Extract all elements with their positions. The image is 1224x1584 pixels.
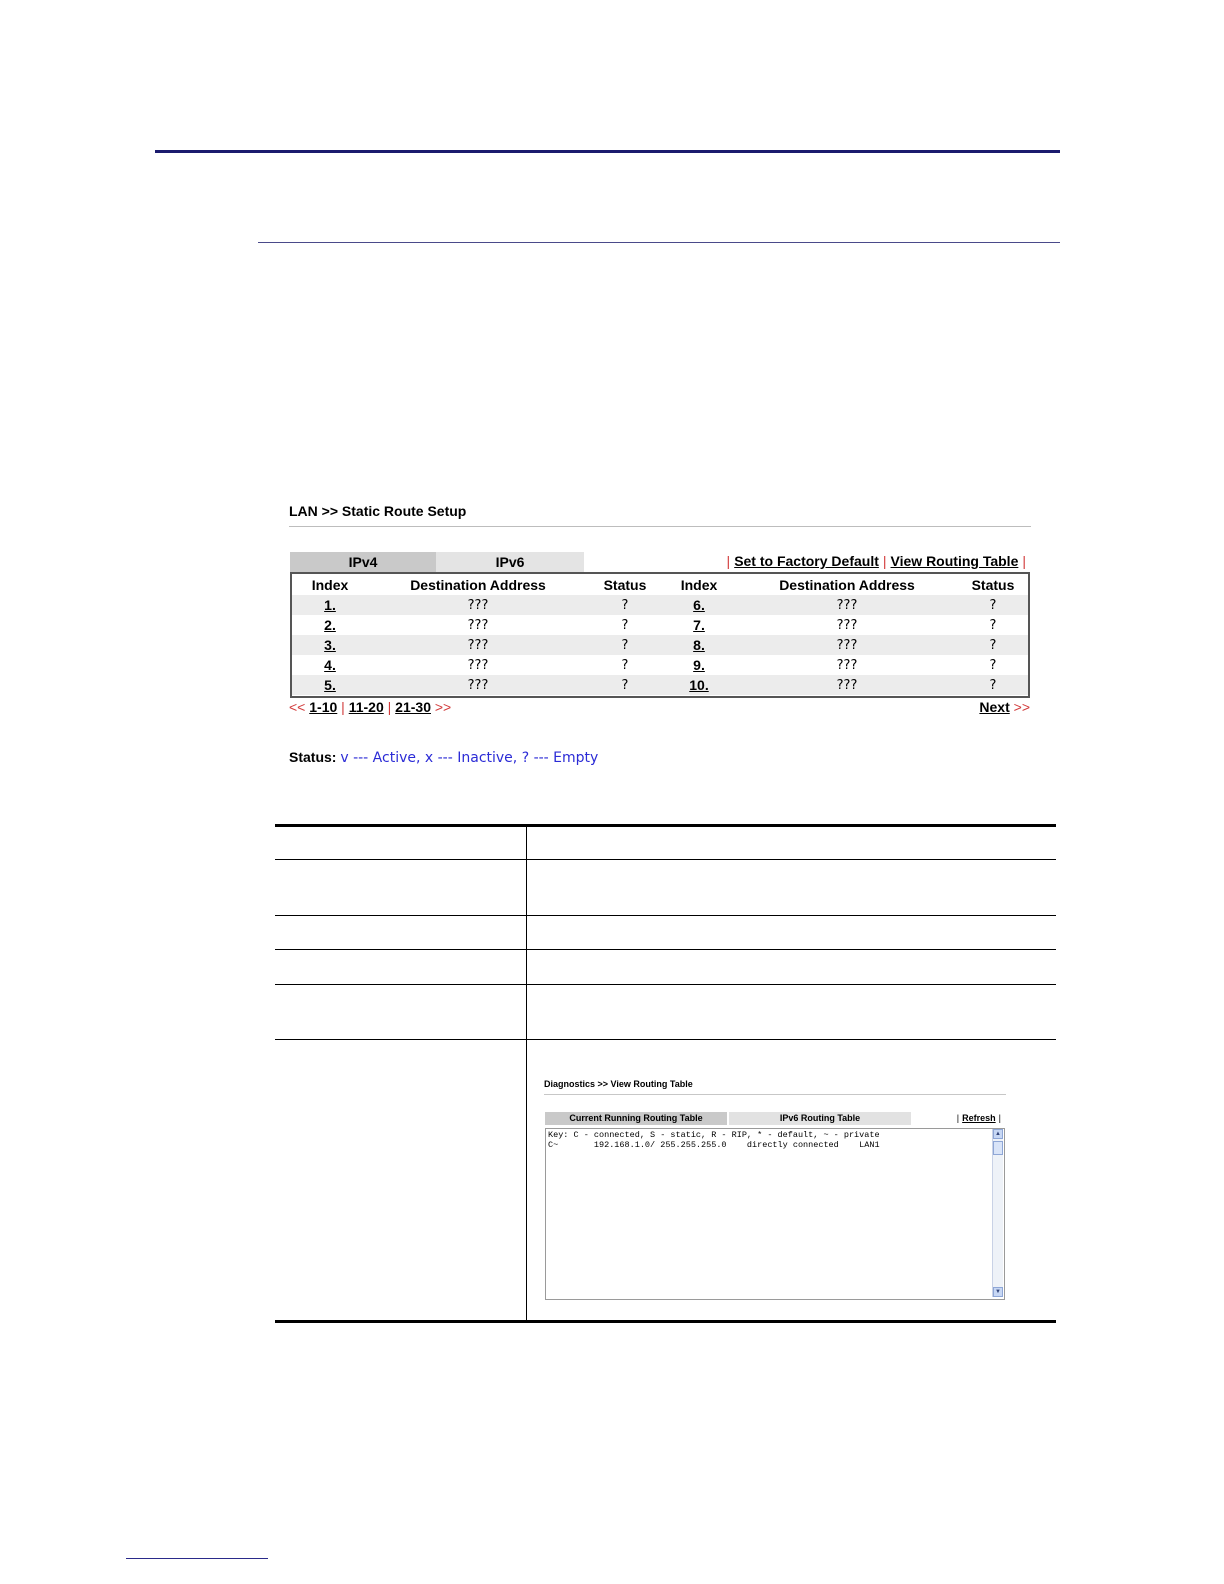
destination-address: ??? [736,595,958,615]
routing-table-page-title: Diagnostics >> View Routing Table [544,1079,693,1089]
scroll-down-icon[interactable]: ▼ [993,1287,1003,1297]
top-links [590,553,1030,569]
page-link-11-20[interactable]: 11-20 [348,699,384,715]
prev-arrow[interactable]: << [289,699,306,715]
static-route-table [290,572,1030,698]
table-row-rule [275,949,1056,950]
title-divider [544,1094,1006,1095]
status-legend-label: Status: [289,749,337,765]
page-link-1-10[interactable]: 1-10 [309,699,338,715]
route-status: ? [989,657,997,673]
column-header: Index [311,576,349,593]
route-index-link[interactable]: 2. [324,617,336,633]
section-rule [258,242,1060,243]
link-separator: | [1022,553,1026,569]
route-index-link[interactable]: 6. [693,597,705,613]
next-arrow[interactable]: >> [1013,699,1030,715]
destination-address: ??? [736,675,958,695]
table-row [292,635,1028,655]
tab-ipv6-routing-table[interactable]: IPv6 Routing Table [729,1112,911,1125]
status-legend-text: v --- Active, x --- Inactive, ? --- Empty [340,750,599,766]
column-header: Destination Address [410,576,546,593]
destination-address: ??? [736,635,958,655]
destination-address: ??? [836,617,858,633]
pager-separator: | [341,699,345,715]
table-row [292,675,1028,695]
route-index-link[interactable]: 3. [324,637,336,653]
page-header-rule [155,150,1060,153]
route-index-link[interactable]: 5. [324,677,336,693]
destination-address: ??? [836,657,858,673]
route-index-link[interactable]: 9. [693,657,705,673]
destination-address: ??? [368,635,588,655]
route-index-link[interactable]: 1. [324,597,336,613]
column-header: Status [971,576,1015,593]
destination-address: ??? [368,595,588,615]
link-separator: | [882,553,887,569]
routing-line-entry: C~ 192.168.1.0/ 255.255.255.0 directly connected LAN1 [548,1140,880,1150]
table-row [292,615,1028,635]
route-index-link[interactable]: 8. [693,637,705,653]
destination-address: ??? [368,675,588,695]
table-row [292,595,1028,615]
table-top-rule [275,824,1056,827]
refresh-links [940,1113,1004,1123]
table-row-rule [275,984,1056,985]
link-separator: | [956,1113,960,1123]
route-status: ? [588,635,662,655]
view-routing-table-link[interactable]: View Routing Table [890,553,1019,569]
set-to-factory-default-link[interactable]: Set to Factory Default [734,553,879,569]
pager [289,699,451,715]
column-header: Status [603,576,647,593]
pager-next [900,699,1030,715]
tab-current-running-routing-table[interactable]: Current Running Routing Table [545,1112,727,1125]
route-status: ? [588,675,662,695]
destination-address: ??? [467,657,489,673]
destination-address: ??? [467,617,489,633]
route-status: ? [588,595,662,615]
tab-ipv4[interactable]: IPv4 [290,552,436,572]
table-row [292,655,1028,675]
column-header: Destination Address [779,576,915,593]
table-row-rule [275,859,1056,860]
link-separator: | [998,1113,1001,1123]
route-status: ? [621,657,629,673]
pager-separator: | [387,699,392,715]
footnote-rule [126,1558,268,1559]
routing-table-text [548,1130,880,1150]
next-link[interactable]: Next [979,699,1010,715]
refresh-link[interactable]: Refresh [962,1113,996,1123]
title-divider [289,526,1031,527]
tab-ipv6[interactable]: IPv6 [436,552,584,572]
table-header-row [292,574,1028,595]
route-index-link[interactable]: 10. [689,677,709,693]
route-status: ? [958,595,1028,615]
route-status: ? [958,635,1028,655]
route-status: ? [958,675,1028,695]
table-row-rule [275,915,1056,916]
route-status: ? [621,617,629,633]
routing-line-key: Key: C - connected, S - static, R - RIP, * - default, ~ - private [548,1130,880,1140]
table-bottom-rule [275,1320,1056,1323]
column-header: Index [680,576,718,593]
scroll-thumb[interactable] [993,1141,1003,1155]
link-separator: | [726,553,731,569]
route-status: ? [989,617,997,633]
static-route-page-title: LAN >> Static Route Setup [289,503,467,519]
status-legend [289,749,598,766]
page-link-21-30[interactable]: 21-30 [395,699,431,715]
route-index-link[interactable]: 4. [324,657,336,673]
table-column-divider [526,824,527,1321]
route-index-link[interactable]: 7. [693,617,705,633]
vertical-scrollbar[interactable] [992,1129,1003,1297]
routing-table-textarea[interactable] [545,1128,1005,1300]
next-arrow-left[interactable]: >> [434,699,452,715]
table-row-rule [275,1039,1056,1040]
scroll-up-icon[interactable]: ▲ [993,1129,1003,1139]
